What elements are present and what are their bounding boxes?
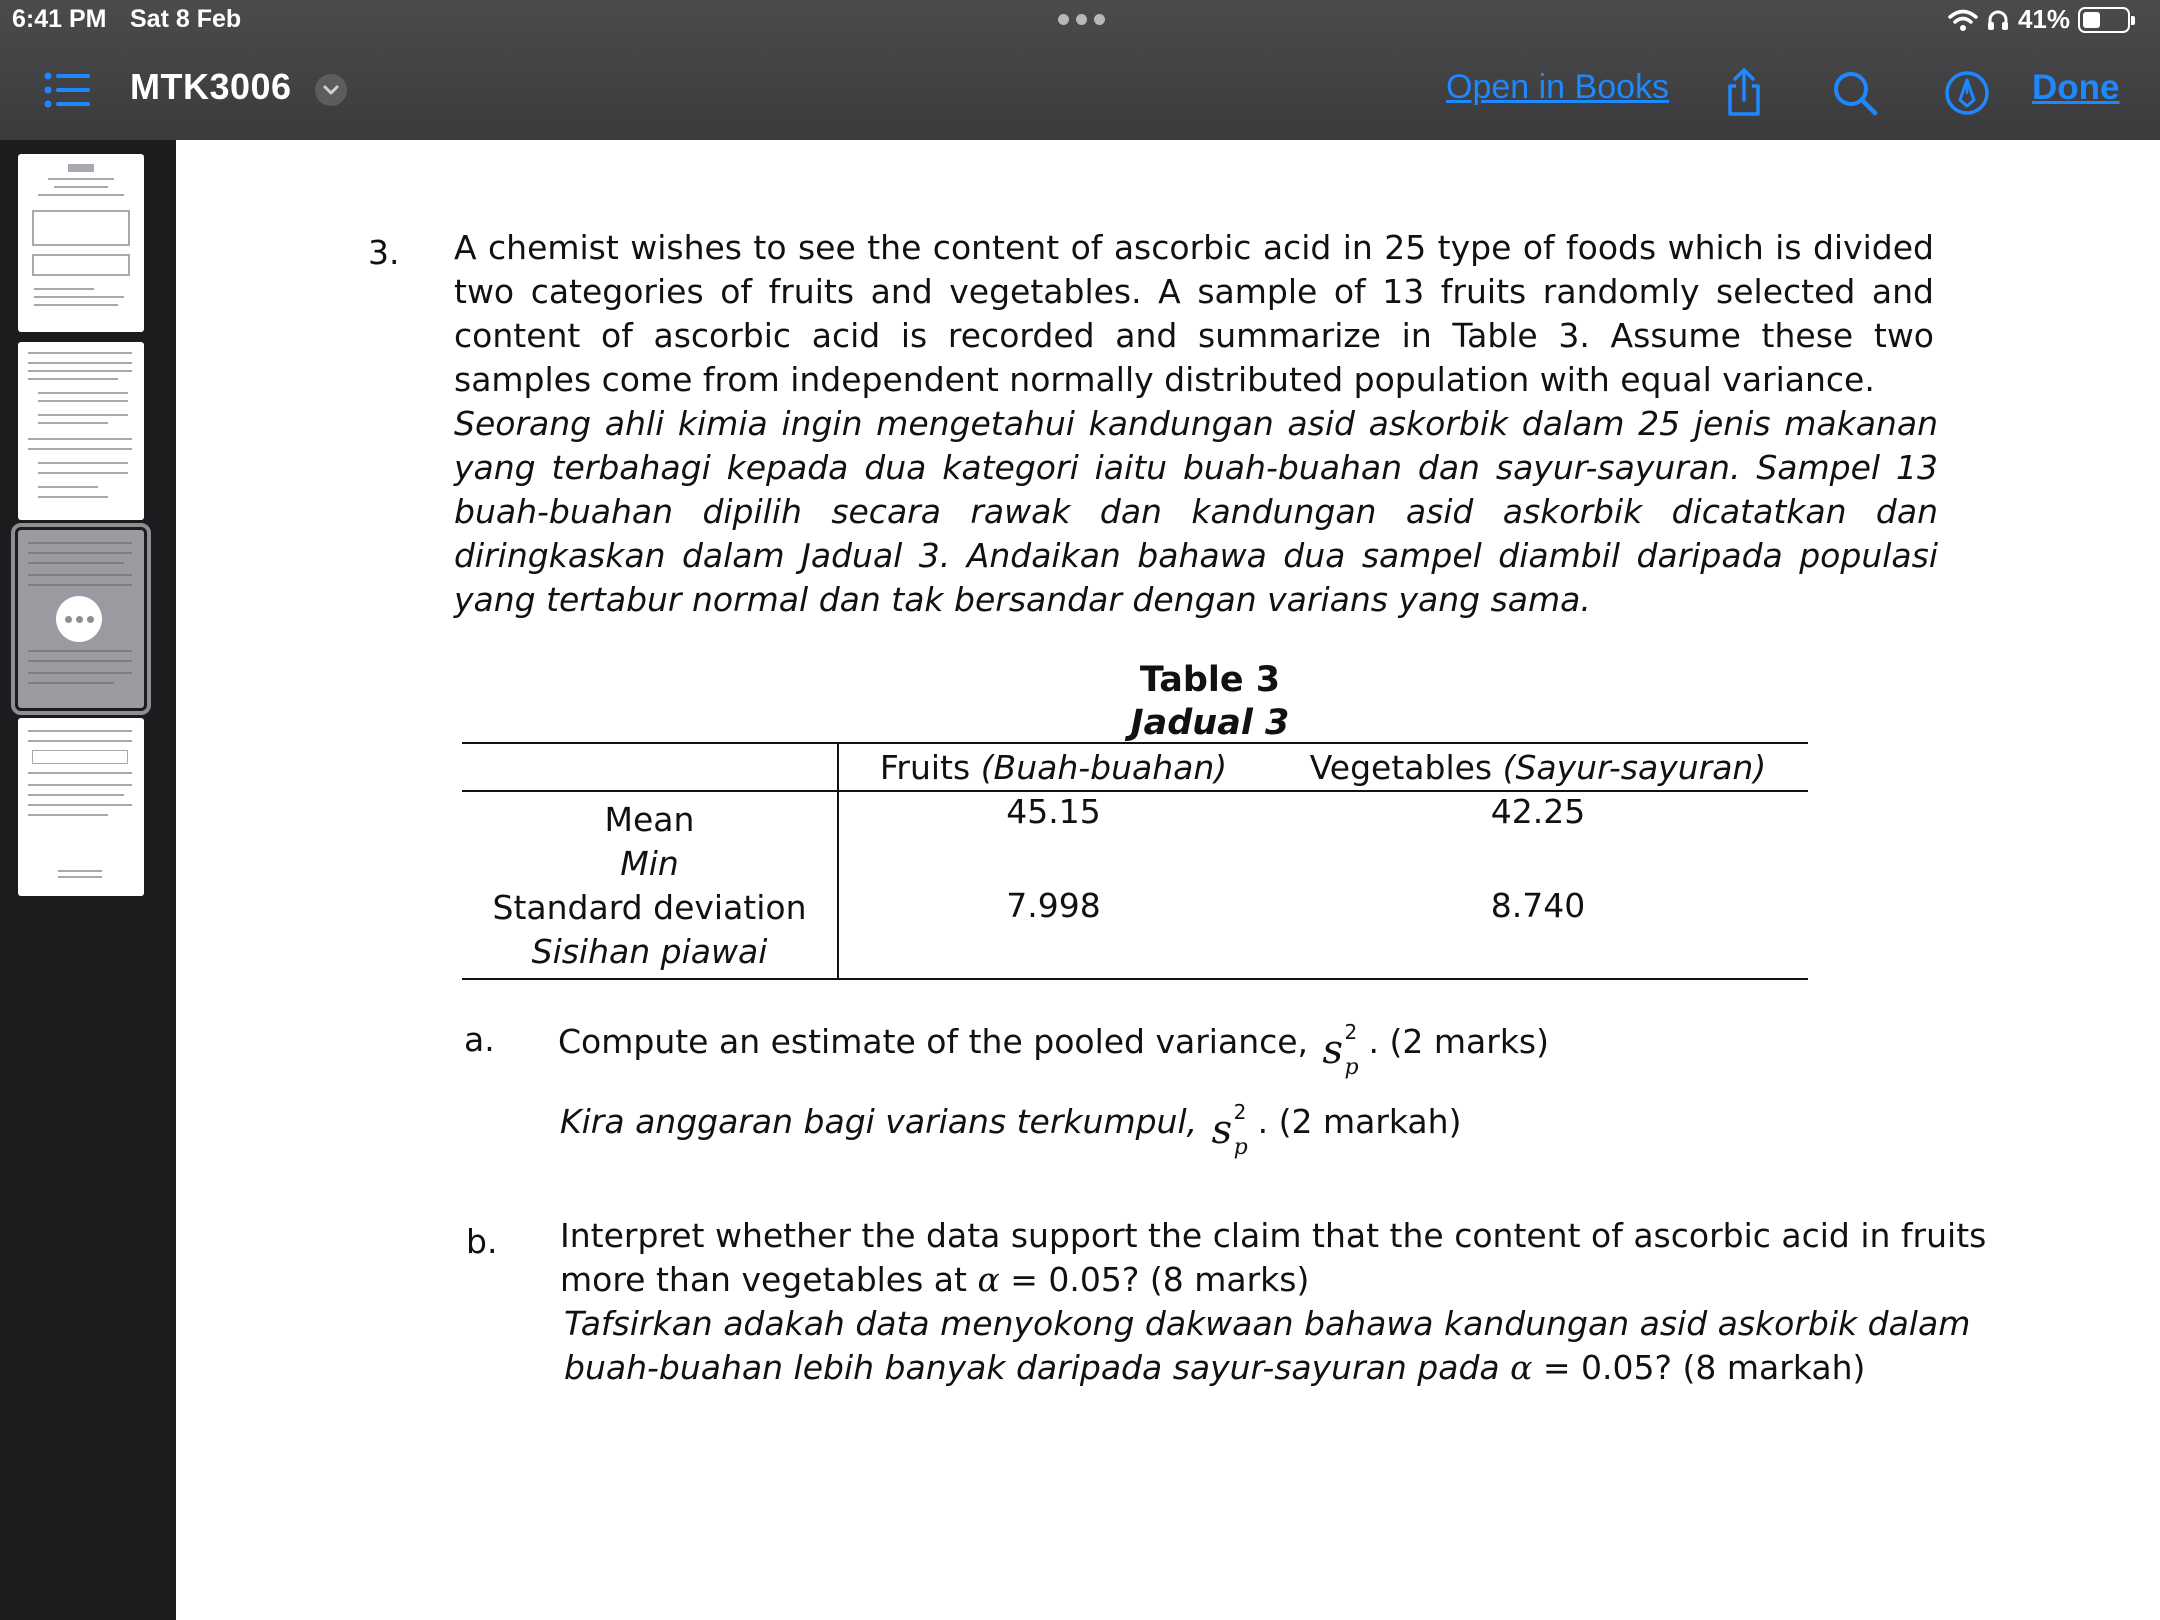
- document-page: [176, 140, 2160, 1620]
- page-thumbnail-4[interactable]: [18, 718, 144, 896]
- column-header-fruits: Fruits (Buah-buahan): [838, 743, 1268, 791]
- statistics-table: [462, 742, 1808, 980]
- question-text-english: A chemist wishes to see the content of ascorbic acid in 25 type of foods which is divided two categories of fruits and vegetables. A sample of 13 fruits randomly selected and content of ascorbic acid is recorded and summarize in Table 3. Assume these two samples come from independent normally distributed population with equal variance.: [454, 228, 1934, 399]
- page-thumbnail-3[interactable]: [18, 530, 144, 708]
- more-options-icon[interactable]: [56, 596, 102, 642]
- status-time: 6:41 PM: [12, 5, 107, 33]
- chevron-down-icon[interactable]: [315, 74, 347, 106]
- pooled-variance-symbol-malay: s 2 p: [1211, 1099, 1248, 1160]
- fruits-sd-value: 7.998: [838, 886, 1268, 979]
- battery-icon: [2078, 7, 2130, 33]
- vegetables-sd-value: 8.740: [1268, 886, 1808, 979]
- wifi-icon: [1948, 8, 1978, 32]
- battery-percent: 41%: [2017, 4, 2070, 34]
- page-thumbnail-sidebar: [0, 140, 168, 1620]
- fruits-mean-value: 45.15: [1006, 792, 1101, 831]
- part-a-text-malay: Kira anggaran bagi varians terkumpul, s 2 p . (2 markah): [560, 1099, 1462, 1160]
- status-date: Sat 8 Feb: [130, 5, 242, 33]
- table-row-mean: [462, 791, 1808, 886]
- part-a-letter: a.: [464, 1020, 495, 1059]
- document-title[interactable]: MTK3006: [130, 66, 292, 107]
- status-indicators: [1948, 4, 2130, 35]
- part-a-text-english: Compute an estimate of the pooled variance, s 2 p . (2 marks): [558, 1019, 1549, 1080]
- part-b-text-english: Interpret whether the data support the claim that the content of ascorbic acid in fruits more than vegetables at α = 0.05? (8 marks): [560, 1216, 1987, 1299]
- question-number: 3.: [368, 233, 400, 272]
- table-corner-cell: [462, 743, 838, 791]
- open-in-books-button[interactable]: Open in Books: [1446, 68, 1670, 106]
- pooled-variance-symbol: s 2 p: [1322, 1019, 1359, 1080]
- page-thumbnail-2[interactable]: [18, 342, 144, 520]
- headphones-icon: [1986, 8, 2010, 32]
- page-thumbnail-1[interactable]: [18, 154, 144, 332]
- markup-pen-icon[interactable]: [1944, 70, 1990, 116]
- table-row-standard-deviation: [462, 886, 1808, 979]
- top-bar: [0, 0, 2160, 140]
- column-header-vegetables: Vegetables (Sayur-sayuran): [1268, 743, 1808, 791]
- multitasking-dots-icon[interactable]: [1058, 14, 1105, 25]
- part-b-letter: b.: [466, 1222, 498, 1261]
- list-view-icon[interactable]: [44, 72, 90, 108]
- vegetables-mean-value: 42.25: [1490, 792, 1586, 831]
- question-text-malay: Seorang ahli kimia ingin mengetahui kandungan asid askorbik dalam 25 jenis makanan yang terbahagi kepada dua kategori iaitu buah-buahan dan sayur-sayuran. Sampel 13 buah-buahan dipilih secara rawak dan kandungan asid askorbik dicatatkan dan diringkaskan dalam Jadual 3. Andaikan bahawa dua sampel diambil daripada populasi yang tertabur normal dan tak bersandar dengan varians yang sama.: [454, 404, 1938, 619]
- part-b-text-malay: Tafsirkan adakah data menyokong dakwaan bahawa kandungan asid askorbik dalam buah-buahan lebih banyak daripada sayur-sayuran pada α = 0.05? (8 markah): [564, 1304, 1971, 1387]
- done-button[interactable]: Done: [2032, 68, 2120, 107]
- search-icon[interactable]: [1832, 70, 1878, 116]
- share-icon[interactable]: [1722, 68, 1766, 116]
- table-title: Table 3: [1139, 660, 1281, 700]
- row-label-standard-deviation: Standard deviation Sisihan piawai: [462, 886, 838, 979]
- battery-level: [2083, 12, 2100, 28]
- table-title-malay: Jadual 3: [1130, 703, 1290, 743]
- row-label-mean: Mean Min: [462, 791, 838, 886]
